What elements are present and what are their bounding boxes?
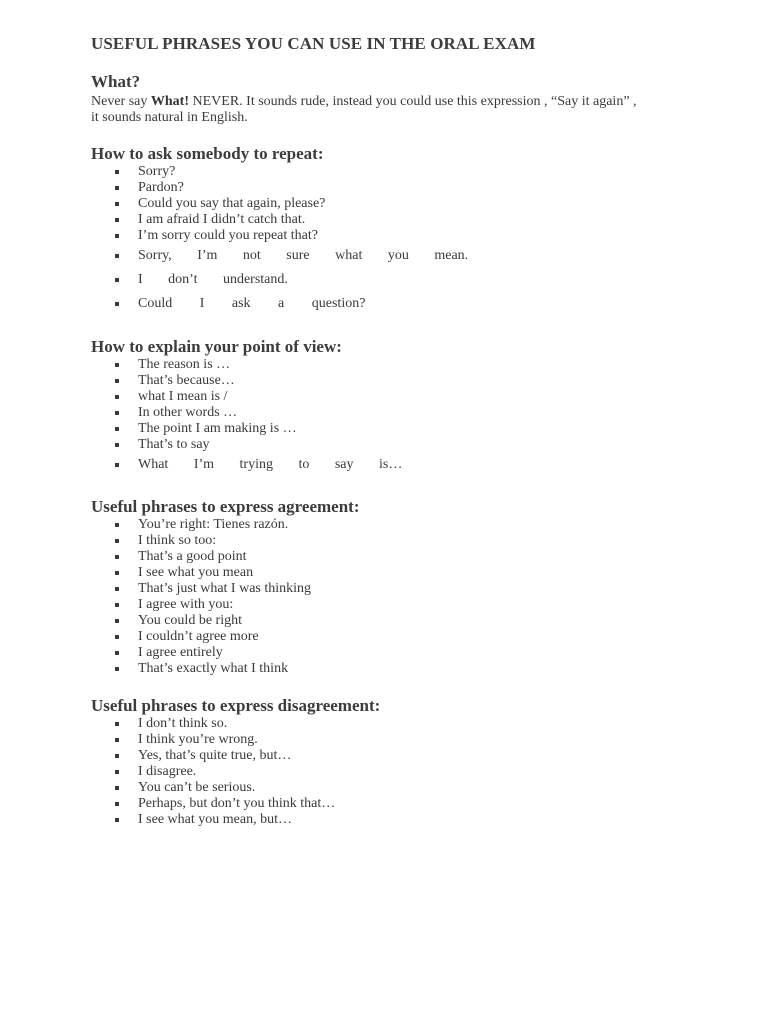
list-item: Sorry, I’m not sure what you mean.	[91, 244, 691, 268]
square-bullet-icon	[115, 379, 119, 383]
point-of-view-list	[91, 357, 691, 477]
square-bullet-icon	[115, 186, 119, 190]
list-item: You can’t be serious.	[91, 780, 691, 796]
square-bullet-icon	[115, 539, 119, 543]
square-bullet-icon	[115, 278, 119, 282]
section-repeat	[91, 144, 691, 316]
list-item: That’s a good point	[91, 549, 691, 565]
list-item: I agree entirely	[91, 645, 691, 661]
square-bullet-icon	[115, 202, 119, 206]
square-bullet-icon	[115, 587, 119, 591]
list-item: That’s exactly what I think	[91, 661, 691, 677]
list-item: Perhaps, but don’t you think that…	[91, 796, 691, 812]
square-bullet-icon	[115, 363, 119, 367]
what-paragraph-line2: it sounds natural in English.	[91, 110, 248, 125]
list-item: That’s just what I was thinking	[91, 581, 691, 597]
square-bullet-icon	[115, 427, 119, 431]
list-item: What I’m trying to say is…	[91, 453, 691, 477]
list-item: Could you say that again, please?	[91, 196, 691, 212]
square-bullet-icon	[115, 555, 119, 559]
list-item: I see what you mean	[91, 565, 691, 581]
repeat-list	[91, 164, 691, 316]
list-item: The point I am making is …	[91, 421, 691, 437]
square-bullet-icon	[115, 395, 119, 399]
list-item: Sorry?	[91, 164, 691, 180]
square-bullet-icon	[115, 170, 119, 174]
square-bullet-icon	[115, 463, 119, 467]
list-item: I think so too:	[91, 533, 691, 549]
what-paragraph-bold: What!	[150, 94, 189, 109]
section-point-of-view	[91, 337, 691, 477]
what-paragraph-start: Never say	[91, 94, 151, 109]
list-item: That’s to say	[91, 437, 691, 453]
section-heading-repeat: How to ask somebody to repeat:	[91, 144, 324, 163]
square-bullet-icon	[115, 770, 119, 774]
square-bullet-icon	[115, 234, 119, 238]
square-bullet-icon	[115, 738, 119, 742]
list-item: That’s because…	[91, 373, 691, 389]
list-item: I am afraid I didn’t catch that.	[91, 212, 691, 228]
square-bullet-icon	[115, 635, 119, 639]
section-heading-what: What?	[91, 72, 141, 91]
section-heading-point-of-view: How to explain your point of view:	[91, 337, 342, 356]
list-item: I agree with you:	[91, 597, 691, 613]
square-bullet-icon	[115, 667, 119, 671]
list-item: You’re right: Tienes razón.	[91, 517, 691, 533]
square-bullet-icon	[115, 571, 119, 575]
list-item: Pardon?	[91, 180, 691, 196]
square-bullet-icon	[115, 754, 119, 758]
section-disagreement	[91, 696, 691, 828]
square-bullet-icon	[115, 619, 119, 623]
square-bullet-icon	[115, 302, 119, 306]
square-bullet-icon	[115, 802, 119, 806]
square-bullet-icon	[115, 818, 119, 822]
square-bullet-icon	[115, 411, 119, 415]
disagreement-list	[91, 716, 691, 828]
square-bullet-icon	[115, 722, 119, 726]
square-bullet-icon	[115, 443, 119, 447]
list-item: You could be right	[91, 613, 691, 629]
square-bullet-icon	[115, 603, 119, 607]
section-agreement	[91, 497, 691, 677]
square-bullet-icon	[115, 651, 119, 655]
square-bullet-icon	[115, 218, 119, 222]
list-item: I see what you mean, but…	[91, 812, 691, 828]
list-item: I don’t think so.	[91, 716, 691, 732]
section-what	[91, 72, 691, 126]
square-bullet-icon	[115, 254, 119, 258]
list-item: what I mean is /	[91, 389, 691, 405]
square-bullet-icon	[115, 523, 119, 527]
list-item: I couldn’t agree more	[91, 629, 691, 645]
list-item: In other words …	[91, 405, 691, 421]
list-item: I think you’re wrong.	[91, 732, 691, 748]
square-bullet-icon	[115, 786, 119, 790]
agreement-list	[91, 517, 691, 677]
section-heading-agreement: Useful phrases to express agreement:	[91, 497, 360, 516]
what-paragraph-rest: NEVER. It sounds rude, instead you could use this expression , “Say it again” ,	[189, 94, 637, 109]
list-item: I’m sorry could you repeat that?	[91, 228, 691, 244]
list-item: Yes, that’s quite true, but…	[91, 748, 691, 764]
list-item: The reason is …	[91, 357, 691, 373]
document-title: USEFUL PHRASES YOU CAN USE IN THE ORAL EXAM	[91, 34, 536, 53]
what-paragraph	[91, 94, 691, 126]
section-heading-disagreement: Useful phrases to express disagreement:	[91, 696, 381, 715]
list-item: I don’t understand.	[91, 268, 691, 292]
list-item: I disagree.	[91, 764, 691, 780]
list-item: Could I ask a question?	[91, 292, 691, 316]
